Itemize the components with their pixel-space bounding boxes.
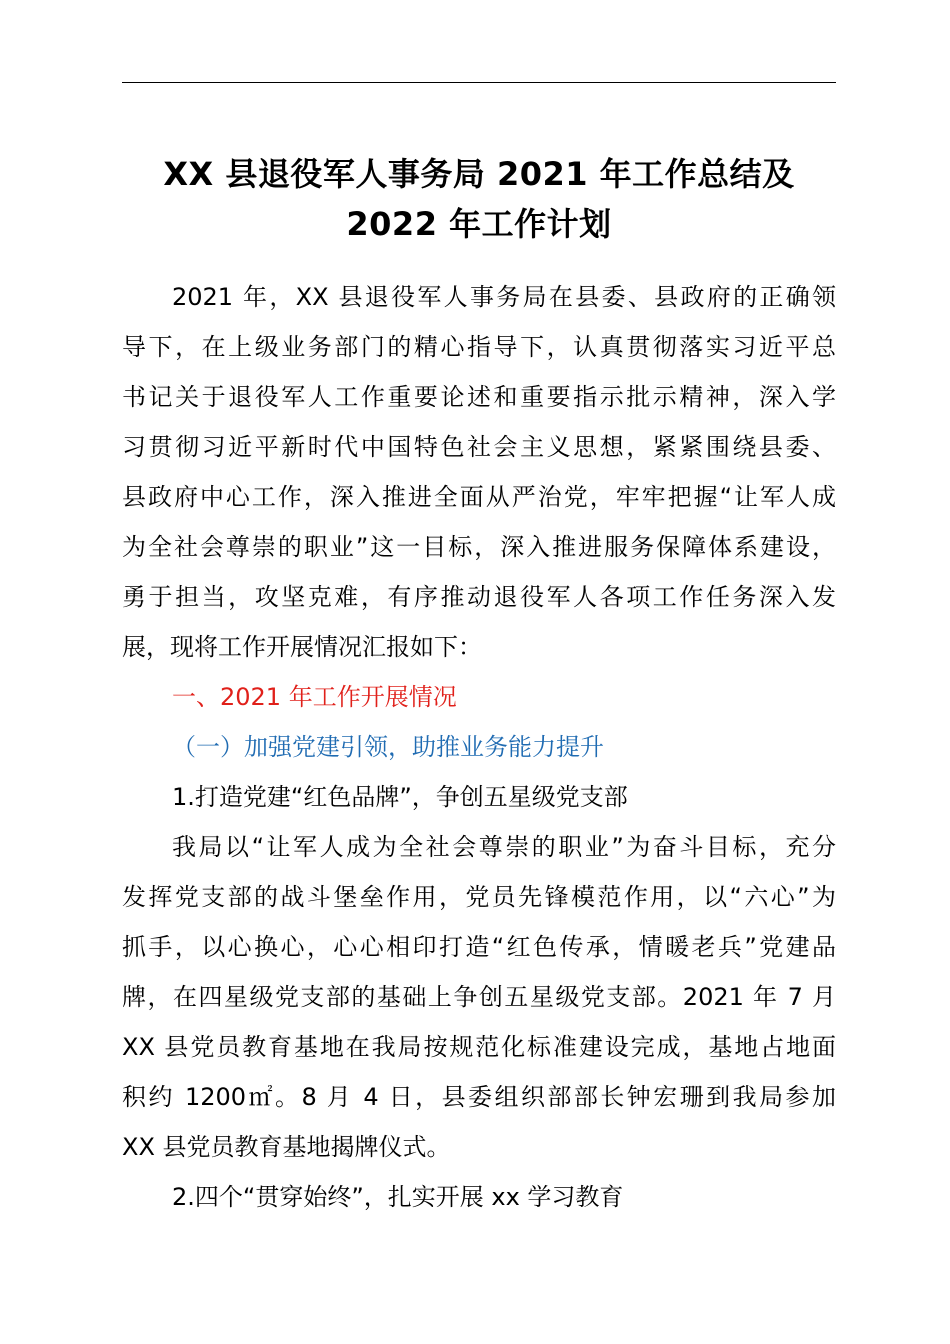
intro-paragraph-line: 勇于担当，攻坚克难，有序推动退役军人各项工作任务深入发 [122,583,836,611]
item-paragraph-line: XX 县党员教育基地揭牌仪式。 [122,1133,451,1161]
item-paragraph-line: XX 县党员教育基地在我局按规范化标准建设完成，基地占地面 [122,1033,836,1061]
document-title-line-1: XX 县退役军人事务局 2021 年工作总结及 [163,155,795,193]
intro-paragraph-line: 县政府中心工作，深入推进全面从严治党，牢牢把握“让军人成 [122,483,836,511]
item-paragraph-line: 牌，在四星级党支部的基础上争创五星级党支部。2021 年 7 月 [122,983,836,1011]
intro-paragraph-line: 习贯彻习近平新时代中国特色社会主义思想，紧紧围绕县委、 [122,433,836,461]
item-paragraph-line: 发挥党支部的战斗堡垒作用，党员先锋模范作用，以“六心”为 [122,883,836,911]
header-rule [122,82,836,83]
intro-paragraph-line: 书记关于退役军人工作重要论述和重要指示批示精神，深入学 [122,383,836,411]
item-heading: 2.四个“贯穿始终”，扎实开展 xx 学习教育 [172,1183,624,1211]
item-paragraph-line: 积约 1200㎡。8 月 4 日，县委组织部部长钟宏珊到我局参加 [122,1083,836,1111]
item-paragraph-line: 抓手，以心换心，心心相印打造“红色传承，情暖老兵”党建品 [122,933,836,961]
subsection-heading: （一）加强党建引领，助推业务能力提升 [172,733,604,761]
intro-paragraph-line: 展，现将工作开展情况汇报如下： [122,633,482,661]
section-heading: 一、2021 年工作开展情况 [172,683,457,711]
intro-paragraph-line: 为全社会尊崇的职业”这一目标，深入推进服务保障体系建设， [122,533,836,561]
item-paragraph-line: 我局以“让军人成为全社会尊崇的职业”为奋斗目标，充分 [172,833,836,861]
intro-paragraph-line: 导下，在上级业务部门的精心指导下，认真贯彻落实习近平总 [122,333,836,361]
intro-paragraph-line: 2021 年，XX 县退役军人事务局在县委、县政府的正确领 [172,283,836,311]
document-title-line-2: 2022 年工作计划 [346,205,612,243]
item-heading: 1.打造党建“红色品牌”，争创五星级党支部 [172,783,628,811]
